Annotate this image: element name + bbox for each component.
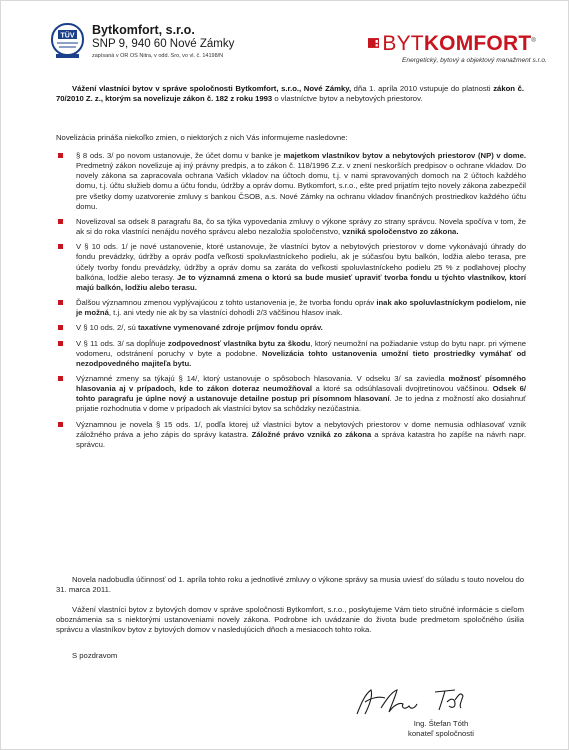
- bullet-square-icon: [58, 219, 63, 224]
- bullet-square-icon: [58, 153, 63, 158]
- list-item: Významnou je novela § 15 ods. 1/, podľa ktorej už vlastníci bytov a nebytových priestorov v dome nemusia odhlasovať vznik záložného práva a jeho zápis do správy katastra. Záložné právo vzniká zo zákona a správa katastra ho zapíše na návrh napr. správcu.: [56, 420, 526, 450]
- bytkomfort-logo: [368, 29, 547, 64]
- signer-name: Ing. Štefan Tóth: [413, 719, 469, 728]
- bullet-square-icon: [58, 300, 63, 305]
- list-item: Novelizoval sa odsek 8 paragrafu 8a, čo sa týka vypovedania zmluvy o výkone správy zo strany správcu. Novela spočíva v tom, že ak si do roka vlastníci nenájdu nového správcu alebo nezaložia spoločenstvo, vzniká spoločenstvo zo zákona.: [56, 217, 526, 237]
- logo-trademark: ®: [531, 38, 536, 44]
- logo-word-bold: KOMFORT: [423, 32, 532, 55]
- bullet-square-icon: [58, 422, 63, 427]
- intro-paragraph: Vážení vlastníci bytov v správe spoločnosti Bytkomfort, s.r.o., Nové Zámky, dňa 1. apríla 2010 vstupuje do platnosti zákon č. 70/2010 Z. z., ktorým sa novelizuje zákon č. 182 z roku 1993 o vlastníctve bytov a nebytových priestorov.: [56, 84, 524, 104]
- handwritten-signature: [351, 684, 471, 718]
- list-item: V § 11 ods. 3/ sa dopĺňuje zodpovednosť vlastníka bytu za škodu, ktorý neumožní na požiadanie vstup do bytu napr. pri výmene vodomeru, odstránení poruchy v byte a podobne. Novelizácia tohto ustanovenia umožní tieto prostriedky vymáhať od nezodpovedného majiteľa bytu.: [56, 339, 526, 369]
- lead-paragraph: Novelizácia prináša niekoľko zmien, o niektorých z nich Vás informujeme nasledovne:: [56, 133, 348, 142]
- bullet-square-icon: [58, 376, 63, 381]
- bullet-square-icon: [58, 325, 63, 330]
- company-header: [51, 23, 234, 61]
- signer-block: [381, 719, 501, 739]
- svg-text:TÜV: TÜV: [60, 32, 75, 40]
- company-name: Bytkomfort, s.r.o.: [92, 23, 195, 37]
- law-reference: zákon č. 70/2010 Z. z., ktorým sa novelizuje zákon č. 182 z roku 1993: [56, 84, 524, 104]
- list-item: Ďalšou významnou zmenou vyplývajúcou z tohto ustanovenia je, že tvorba fondu opráv inak ako spoluvlastníckym podielom, nie je možná, t.j. ani vtedy nie ak by sa vlastníci dohodli 2/3 väčšinou hlasov inak.: [56, 298, 526, 318]
- list-item: V § 10 ods. 1/ je nové ustanovenie, ktoré ustanovuje, že vlastníci bytov a nebytových priestorov v dome vykonávajú úhrady do fondu prevádzky, údržby a opráv podľa veľkosti spoluvlastníckeho podielu, ak je súčasťou bytu balkón, lodžia alebo terasa, pre účely tvorby fondu prevádzky, údržby a opráv domu sa zaráta do veľkosti spoluvlastníckeho podielu 25 % z podlahovej plochy balkóna, lodžie alebo terasy. Je to významná zmena o ktorú sa bude musieť upraviť tvorba fondu u týchto vlastníkov, ktorí majú balkón, lodžiu alebo terasu.: [56, 242, 526, 293]
- list-item: § 8 ods. 3/ po novom ustanovuje, že účet domu v banke je majetkom vlastníkov bytov a nebytových priestorov (NP) v dome. Predmetný zákon novelizuje aj iný právny predpis, a to zákon č. 118/1996 Z.z. v znení neskorších predpisov o ochrane vkladov. Do novely zákona sa zapracovala ochrana Vašich vkladov na účtoch domu, t.j. v nami spravovaných domoch na 2 účtoch každého domu, t.j. účtu služieb domu a účtu fondu, údržby a opráv domu. Bytkomfort, s.r.o., ešte pred prijatím tejto novely zákona zabezpečil pre všetky domy uzatvorenie zmluvy s bankou ČSOB, a.s. Nové Zámky na ochranu vkladov finančných prostriedkov každého účtu domu.: [56, 151, 526, 212]
- bullet-square-icon: [58, 244, 63, 249]
- company-registration: zapísaná v OR OS Nitra, v odd. Sro, vo vl. č. 14198/N: [92, 53, 224, 59]
- closing-paragraph: Vážení vlastníci bytov z bytových domov v správe spoločnosti Bytkomfort, s.r.o., poskytujeme Vám tieto stručné informácie s cieľom oboznámenia sa s niektorými ustanoveniami novely zákona. Podrobne ich uvádzanie do života bude predmetom spoločného úsilia správcu a vlastníkov bytov z bytových domov v nasledujúcich dňoch a mesiacoch tohto roka.: [56, 605, 524, 635]
- bullet-square-icon: [58, 341, 63, 346]
- effective-date-paragraph: Novela nadobudla účinnosť od 1. apríla tohto roku a jednotlivé zmluvy o výkone správy sa musia uviesť do súladu s touto novelou do 31. marca 2011.: [56, 575, 524, 595]
- changes-list: [56, 151, 526, 450]
- tuv-certification-seal: [51, 23, 84, 59]
- salutation: Vážení vlastníci bytov v správe spoločnosti Bytkomfort, s.r.o., Nové Zámky,: [72, 84, 352, 93]
- list-item: Významné zmeny sa týkajú § 14/, ktorý ustanovuje o spôsoboch hlasovania. V odseku 3/ sa zaviedla možnosť písomného hlasovania aj v prípadoch, kde to zákon doteraz neumožňoval a ktoré sa odsúhlasovali dvojtretinovou väčšinou. Odsek 6/ tohto paragrafu je úplne nový a ustanovuje detailne postup pri písomnom hlasovaní. Je to jedna z možností ako dosiahnuť prijatie rozhodnutia v dome v prípadoch ak vlastníci bytov sa schôdzky nezúčastnia.: [56, 374, 526, 415]
- greeting: S pozdravom: [72, 651, 118, 660]
- logo-tagline: Energetický, bytový a objektový manažment s.r.o.: [402, 57, 547, 64]
- company-address: SNP 9, 940 60 Nové Zámky: [92, 38, 235, 50]
- logo-mark-icon: [368, 30, 379, 56]
- list-item: V § 10 ods. 2/, sú taxatívne vymenované zdroje príjmov fondu opráv.: [56, 323, 526, 333]
- logo-word-light: BYT: [382, 32, 424, 55]
- signer-role: konateľ spoločnosti: [408, 729, 474, 738]
